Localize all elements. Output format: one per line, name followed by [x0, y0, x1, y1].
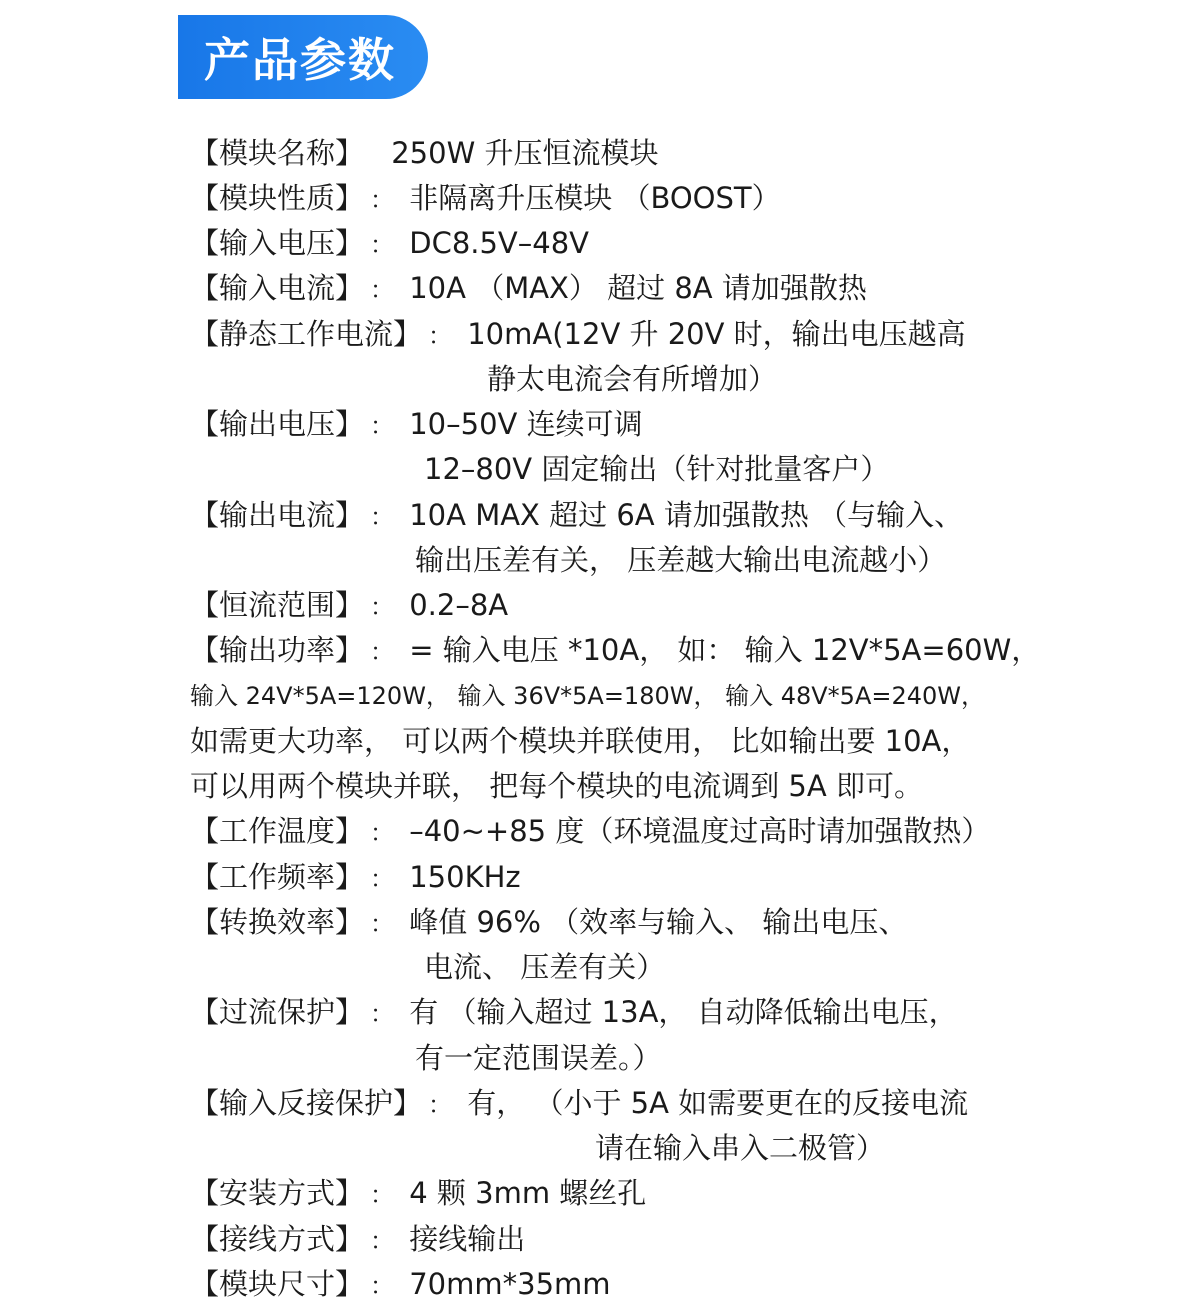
spec-separator: ： — [428, 1091, 453, 1119]
spec-value: 10A MAX 超过 6A 请加强散热 （与输入、 — [409, 498, 964, 532]
spec-row-reverse-protect — [190, 1081, 968, 1128]
spec-row-output-current — [190, 493, 963, 540]
spec-value-continued: 12–80V 固定输出（针对批量客户） — [424, 452, 890, 486]
spec-label: 【接线方式】 — [190, 1222, 365, 1256]
spec-row-quiescent-current-cont — [487, 357, 777, 402]
spec-separator: ： — [370, 1000, 395, 1028]
spec-row-operating-temp — [190, 809, 990, 856]
spec-row-output-power-line4 — [190, 764, 923, 809]
spec-label: 【工作频率】 — [190, 860, 365, 894]
spec-separator: ： — [370, 1181, 395, 1209]
spec-row-module-name — [190, 131, 658, 176]
spec-row-module-type — [190, 176, 781, 223]
spec-label: 【转换效率】 — [190, 905, 365, 939]
spec-label: 【输入电流】 — [190, 271, 365, 305]
spec-label: 【工作温度】 — [190, 814, 365, 848]
spec-value: 有， （小于 5A 如需要更在的反接电流 — [467, 1086, 969, 1120]
spec-label: 【安装方式】 — [190, 1176, 365, 1210]
spec-separator: ： — [370, 910, 395, 938]
spec-label: 【输出功率】 — [190, 633, 365, 667]
spec-separator: ： — [370, 638, 395, 666]
spec-label: 【恒流范围】 — [190, 588, 365, 622]
spec-row-cc-range — [190, 583, 508, 630]
spec-value: 10A （MAX） 超过 8A 请加强散热 — [409, 271, 867, 305]
spec-separator: ： — [428, 322, 453, 350]
spec-separator: ： — [370, 276, 395, 304]
spec-row-output-voltage-cont — [424, 447, 889, 492]
spec-row-efficiency-cont — [424, 945, 665, 990]
spec-value-continued: 有一定范围误差。） — [415, 1041, 662, 1075]
spec-row-overcurrent-cont — [415, 1036, 662, 1081]
spec-separator: ： — [370, 1227, 395, 1255]
spec-value: 250W 升压恒流模块 — [391, 136, 659, 170]
spec-row-dimensions — [190, 1262, 611, 1309]
spec-value-continued: 电流、 压差有关） — [424, 950, 666, 984]
spec-value: 有 （输入超过 13A， 自动降低输出电压， — [409, 995, 958, 1029]
spec-separator: ： — [370, 1272, 395, 1300]
spec-row-input-voltage — [190, 221, 589, 268]
spec-value: 4 颗 3mm 螺丝孔 — [409, 1176, 647, 1210]
spec-label: 【静态工作电流】 — [190, 317, 423, 351]
spec-value: DC8.5V–48V — [409, 226, 590, 260]
spec-value: 峰值 96% （效率与输入、 输出电压、 — [409, 905, 908, 939]
spec-value: 接线输出 — [409, 1222, 526, 1256]
spec-value-continued: 如需更大功率， 可以两个模块并联使用， 比如输出要 10A， — [190, 724, 971, 758]
spec-value-continued: 静太电流会有所增加） — [487, 362, 778, 396]
spec-value-continued: 可以用两个模块并联， 把每个模块的电流调到 5A 即可。 — [190, 769, 923, 803]
spec-label: 【输入反接保护】 — [190, 1086, 423, 1120]
section-title: 产品参数 — [204, 33, 396, 87]
spec-value: 150KHz — [409, 860, 521, 894]
spec-label: 【输出电压】 — [190, 407, 365, 441]
spec-label: 【输出电流】 — [190, 498, 365, 532]
spec-label: 【模块性质】 — [190, 181, 365, 215]
spec-value: 10mA(12V 升 20V 时，输出电压越高 — [467, 317, 966, 351]
spec-row-output-power — [190, 628, 1040, 675]
spec-row-mounting — [190, 1171, 646, 1218]
section-header-badge — [178, 15, 428, 99]
spec-separator: ： — [370, 503, 395, 531]
spec-row-wiring — [190, 1217, 525, 1264]
spec-value: 0.2–8A — [409, 588, 509, 622]
spec-value-continued: 请在输入串入二极管） — [595, 1131, 886, 1165]
spec-label: 【输入电压】 — [190, 226, 365, 260]
spec-separator: ： — [370, 819, 395, 847]
spec-separator: ： — [370, 412, 395, 440]
spec-row-input-current — [190, 266, 867, 313]
spec-value-continued: 输出压差有关， 压差越大输出电流越小） — [415, 543, 947, 577]
spec-row-quiescent-current — [190, 312, 966, 359]
spec-row-output-power-line3 — [190, 719, 970, 764]
spec-row-overcurrent — [190, 990, 958, 1037]
spec-row-output-current-cont — [415, 538, 946, 583]
spec-row-output-power-line2 — [190, 674, 985, 719]
spec-row-reverse-protect-cont — [595, 1126, 885, 1171]
spec-label: 【模块名称】 — [190, 136, 365, 170]
spec-separator: ： — [370, 231, 395, 259]
spec-row-output-voltage — [190, 402, 643, 449]
spec-value: 10–50V 连续可调 — [409, 407, 643, 441]
spec-row-efficiency — [190, 900, 907, 947]
spec-value: 70mm*35mm — [409, 1267, 611, 1301]
spec-value: = 输入电压 *10A， 如： 输入 12V*5A=60W， — [409, 633, 1041, 667]
spec-value-continued: 输入 24V*5A=120W， 输入 36V*5A=180W， 输入 48V*5A=240W， — [190, 682, 986, 710]
spec-value: –40~+85 度（环境温度过高时请加强散热） — [409, 814, 991, 848]
spec-label: 【过流保护】 — [190, 995, 365, 1029]
spec-separator: ： — [370, 186, 395, 214]
spec-label: 【模块尺寸】 — [190, 1267, 365, 1301]
spec-separator: ： — [370, 865, 395, 893]
spec-separator: ： — [370, 593, 395, 621]
spec-row-operating-freq — [190, 855, 521, 902]
spec-value: 非隔离升压模块 （BOOST） — [409, 181, 781, 215]
